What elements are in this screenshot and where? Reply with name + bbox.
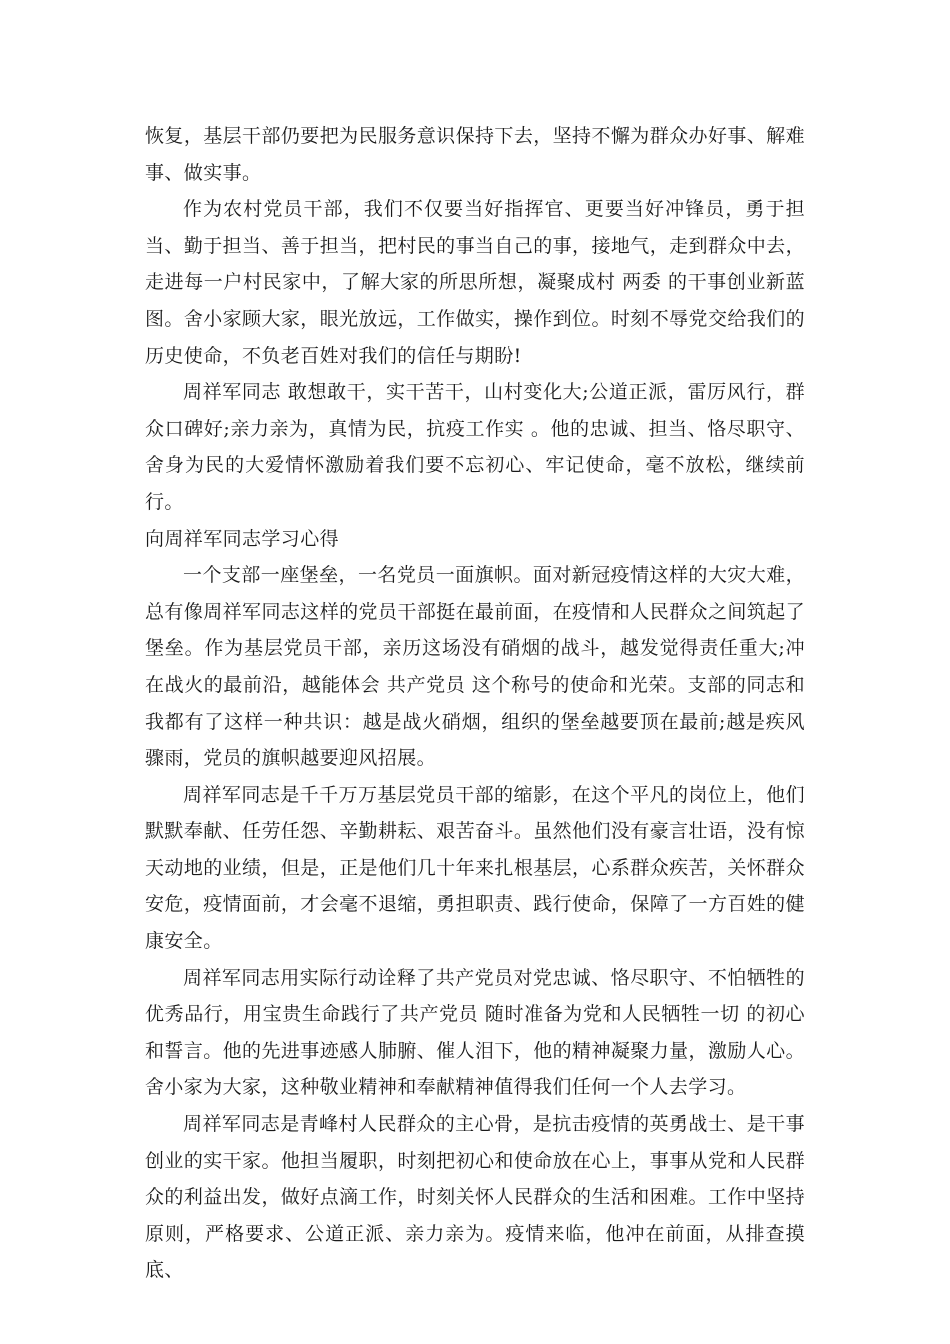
- paragraph-5: 周祥军同志是千千万万基层党员干部的缩影，在这个平凡的岗位上，他们默默奉献、任劳任怨、辛勤耕耘、艰苦奋斗。虽然他们没有豪言壮语，没有惊天动地的业绩，但是，正是他们几十年来扎根基层，心系群众疾苦，关怀群众安危，疫情面前，才会毫不退缩，勇担职责、践行使命，保障了一方百姓的健康安全。: [145, 783, 805, 953]
- paragraph-7: 周祥军同志是青峰村人民群众的主心骨，是抗击疫情的英勇战士、是干事创业的实干家。他担当履职，时刻把初心和使命放在心上，事事从党和人民群众的利益出发，做好点滴工作，时刻关怀人民群众的生活和困难。工作中坚持原则，严格要求、公道正派、亲力亲为。疫情来临，他冲在前面，从排查摸底、: [145, 1113, 805, 1282]
- paragraph-4: 一个支部一座堡垒，一名党员一面旗帜。面对新冠疫情这样的大灾大难，总有像周祥军同志这样的党员干部挺在最前面，在疫情和人民群众之间筑起了堡垒。作为基层党员干部，亲历这场没有硝烟的战斗，越发觉得责任重大;冲在战火的最前沿，越能体会 共产党员 这个称号的使命和光荣。支部的同志和我都有了这样一种共识：越是战火硝烟，组织的堡垒越要顶在最前;越是疾风骤雨，党员的旗帜越要迎风招展。: [145, 564, 805, 770]
- paragraph-1: 恢复，基层干部仍要把为民服务意识保持下去，坚持不懈为群众办好事、解难事、做实事。: [145, 125, 805, 184]
- document-page: [145, 118, 805, 1289]
- paragraph-2: 作为农村党员干部，我们不仅要当好指挥官、更要当好冲锋员，勇于担当、勤于担当、善于担当，把村民的事当自己的事，接地气，走到群众中去，走进每一户村民家中，了解大家的所思所想，凝聚成村 两委 的干事创业新蓝图。舍小家顾大家，眼光放远，工作做实，操作到位。时刻不辱党交给我们的历史使命，不负老百姓对我们的信任与期盼!: [145, 198, 805, 367]
- paragraph-6: 周祥军同志用实际行动诠释了共产党员对党忠诚、恪尽职守、不怕牺牲的优秀品行，用宝贵生命践行了共产党员 随时准备为党和人民牺牲一切 的初心和誓言。他的先进事迹感人肺腑、催人泪下，他的精神凝聚力量，激励人心。舍小家为大家，这种敬业精神和奉献精神值得我们任何一个人去学习。: [145, 966, 805, 1099]
- paragraph-3: 周祥军同志 敢想敢干，实干苦干，山村变化大;公道正派，雷厉风行，群众口碑好;亲力亲为，真情为民，抗疫工作实 。他的忠诚、担当、恪尽职守、舍身为民的大爱情怀激励着我们要不忘初心、牢记使命，毫不放松，继续前行。: [145, 381, 805, 513]
- section-heading: 向周祥军同志学习心得: [145, 527, 340, 550]
